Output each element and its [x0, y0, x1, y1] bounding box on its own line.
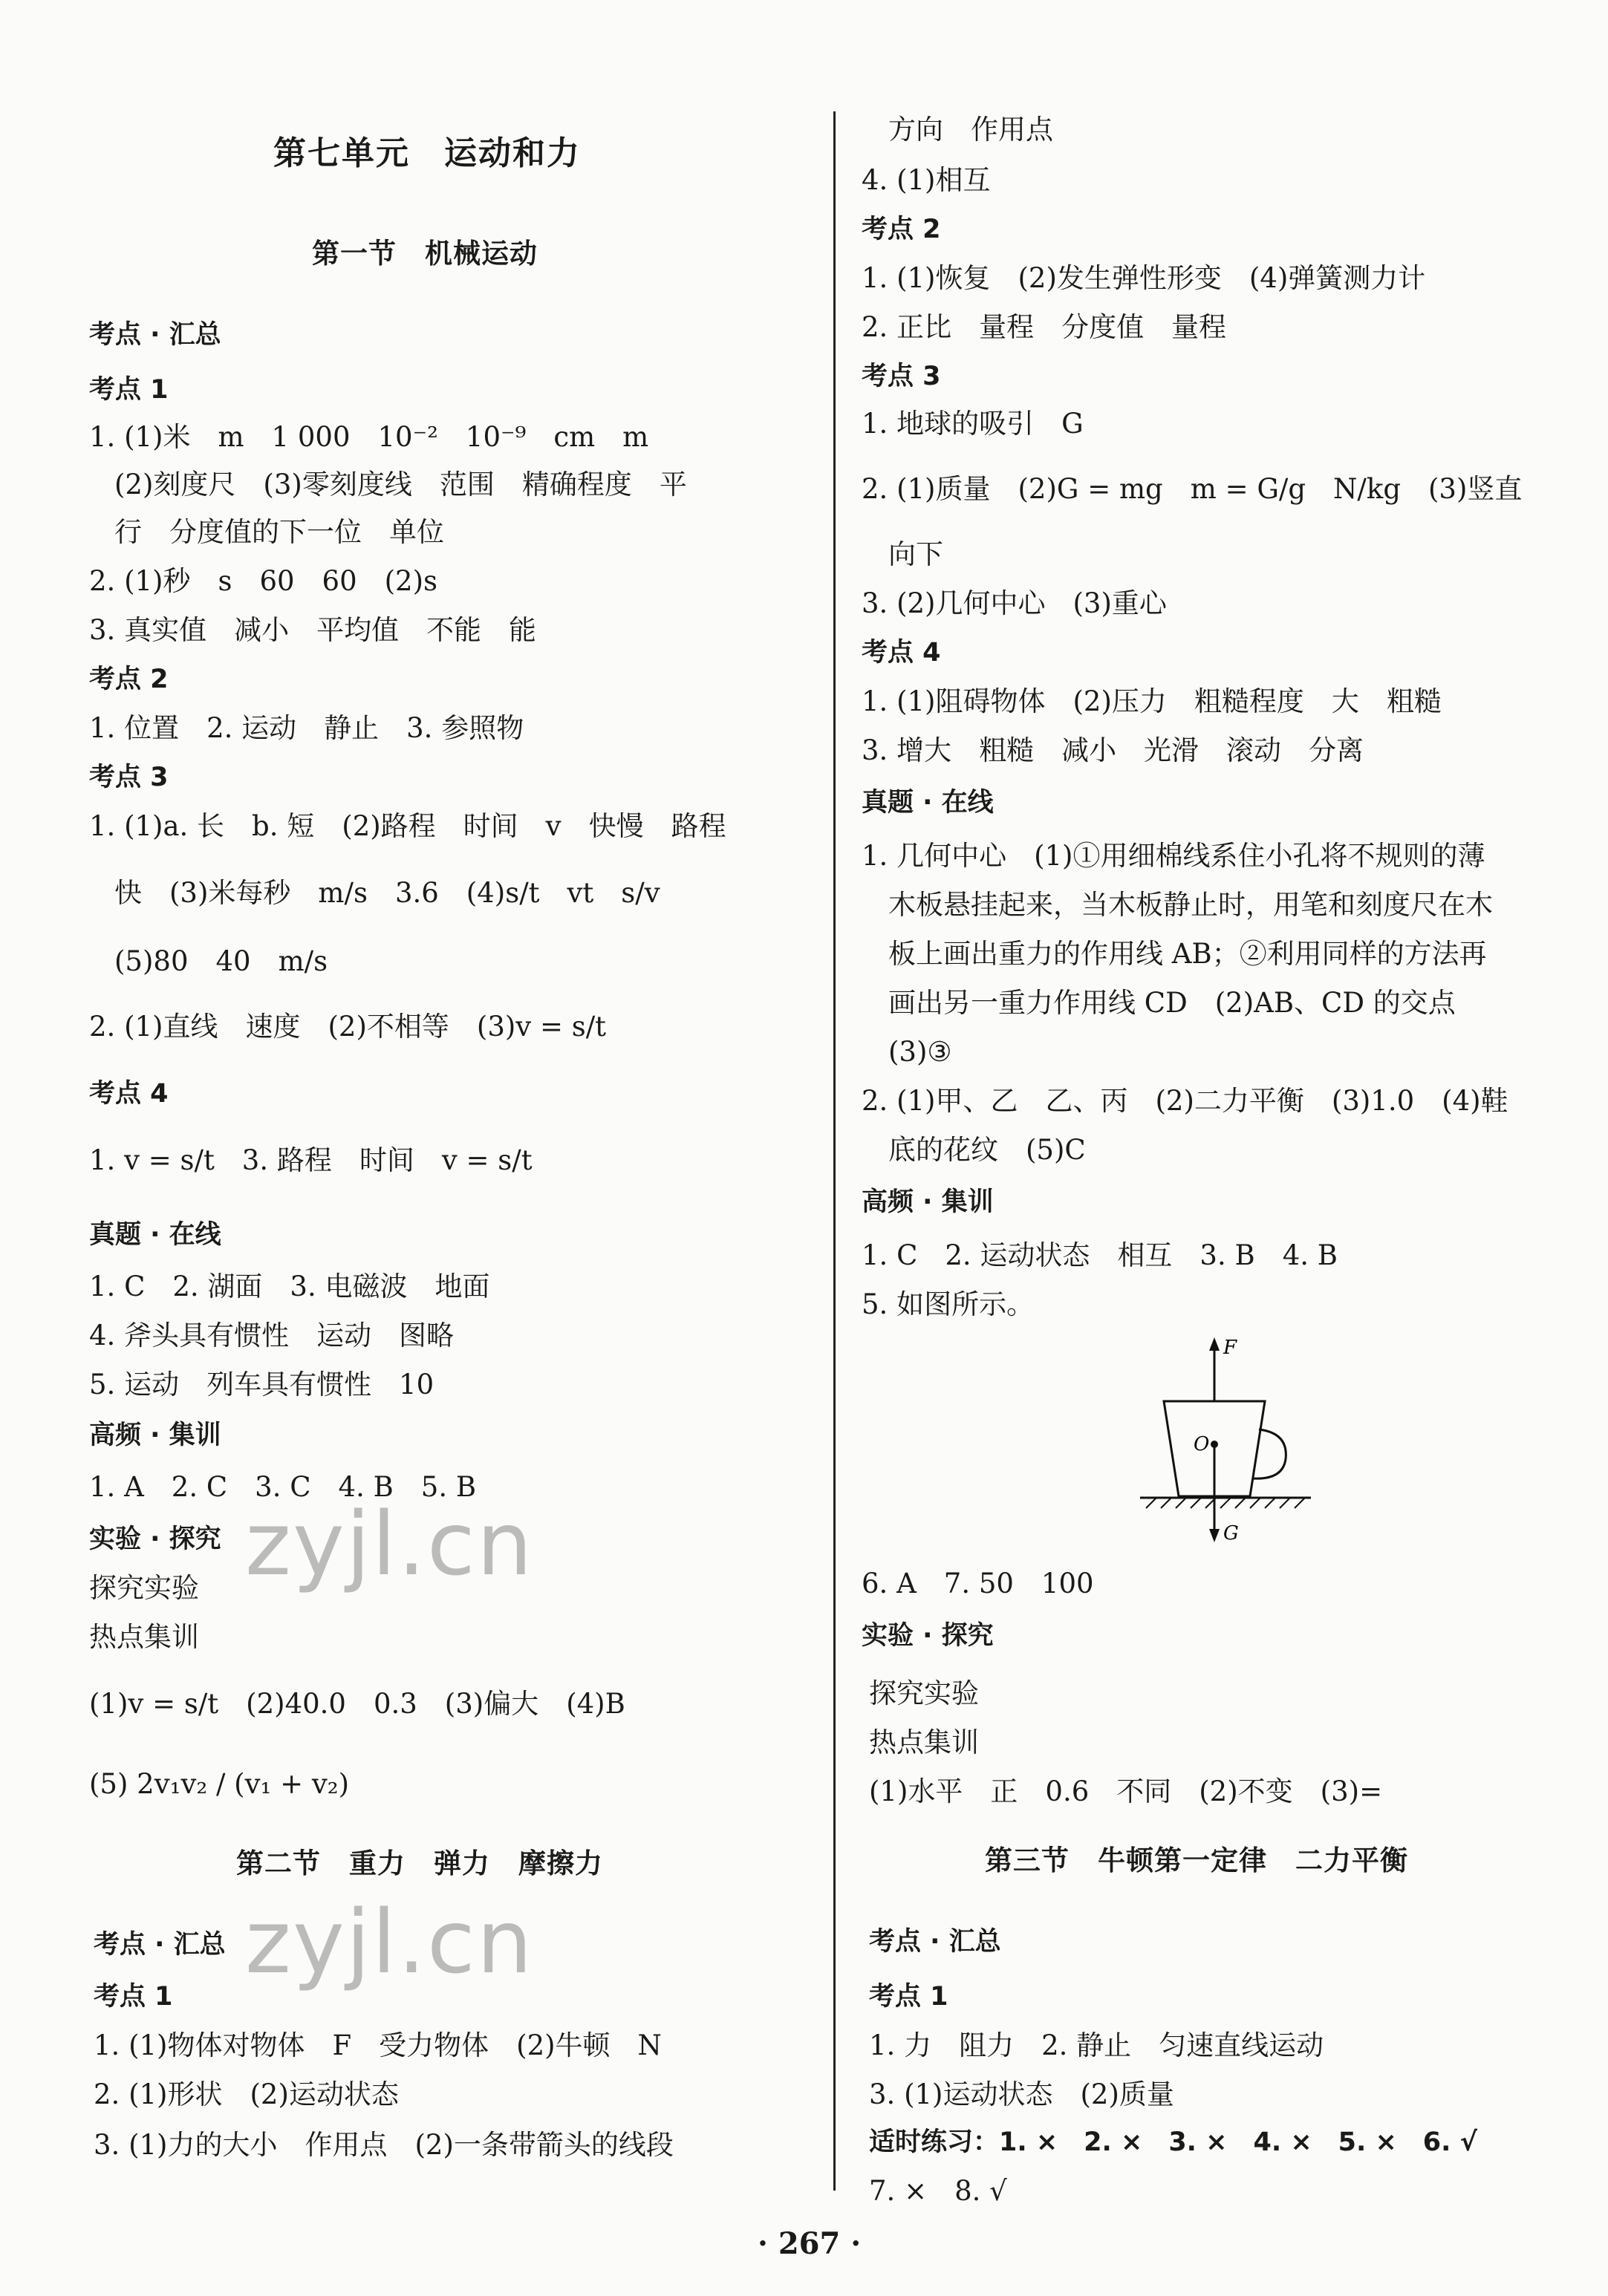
answer-line: 2. (1)秒 s 60 60 (2)s	[89, 565, 438, 597]
section-title: 第一节 机械运动	[312, 237, 538, 270]
answer-line: (3)③	[888, 1036, 952, 1068]
answer-line: 3. (1)运动状态 (2)质量	[869, 2078, 1174, 2110]
answer-line: 热点集训	[869, 1726, 979, 1758]
answer-line: (2)刻度尺 (3)零刻度线 范围 精确程度 平	[114, 469, 687, 500]
answer-line: 3. 真实值 减小 平均值 不能 能	[89, 614, 537, 646]
answer-line: 向下	[888, 538, 943, 570]
answer-line: 2. (1)直线 速度 (2)不相等 (3)v = s/t	[89, 1011, 607, 1043]
answer-line: 适时练习：1. × 2. × 3. × 4. × 5. × 6. √	[869, 2127, 1477, 2157]
answer-line: (5) 2v₁v₂ / (v₁ + v₂)	[89, 1768, 350, 1800]
answer-line: 板上画出重力的作用线 AB；②利用同样的方法再	[888, 938, 1487, 970]
answer-line: 1. (1)恢复 (2)发生弹性形变 (4)弹簧测力计	[862, 262, 1426, 294]
answer-line: 木板悬挂起来，当木板静止时，用笔和刻度尺在木	[888, 889, 1493, 921]
answer-line: 4. 斧头具有惯性 运动 图略	[89, 1320, 455, 1351]
heading: 考点 3	[862, 362, 941, 391]
answer-line: 3. (2)几何中心 (3)重心	[862, 587, 1167, 619]
answer-line: 画出另一重力作用线 CD (2)AB、CD 的交点	[888, 987, 1456, 1019]
heading: 考点 3	[89, 763, 169, 792]
heading: 真题 · 在线	[89, 1220, 221, 1250]
answer-line: 3. (1)力的大小 作用点 (2)一条带箭头的线段	[94, 2129, 674, 2161]
column-divider	[833, 111, 836, 2191]
answer-line: 1. A 2. C 3. C 4. B 5. B	[89, 1471, 477, 1503]
answer-line: 热点集训	[89, 1621, 199, 1653]
answer-line: 2. (1)形状 (2)运动状态	[94, 2078, 399, 2110]
heading: 高频 · 集训	[862, 1187, 994, 1217]
force-diagram	[1140, 1333, 1333, 1556]
answer-line: 探究实验	[869, 1677, 979, 1709]
answer-line: 1. (1)a. 长 b. 短 (2)路程 时间 v 快慢 路程	[89, 810, 726, 842]
answer-line: 1. (1)米 m 1 000 10⁻² 10⁻⁹ cm m	[89, 421, 649, 453]
answer-line: (5)80 40 m/s	[114, 945, 328, 977]
answer-line: 1. v = s/t 3. 路程 时间 v = s/t	[89, 1144, 533, 1176]
watermark: zyjl.cn	[245, 1891, 534, 1993]
answer-line: 5. 运动 列车具有惯性 10	[89, 1369, 434, 1400]
page-number: · 267 ·	[758, 2226, 862, 2261]
heading: 真题 · 在线	[862, 788, 994, 818]
heading: 考点 · 汇总	[94, 1930, 226, 1960]
answer-line: 1. (1)阻碍物体 (2)压力 粗糙程度 大 粗糙	[862, 685, 1442, 717]
answer-line: 方向 作用点	[888, 114, 1053, 146]
answer-line: 6. A 7. 50 100	[862, 1568, 1094, 1599]
answer-line: 1. 地球的吸引 G	[862, 408, 1084, 440]
heading: 实验 · 探究	[862, 1621, 994, 1651]
answer-line: 5. 如图所示。	[862, 1288, 1035, 1320]
heading: 考点 4	[89, 1079, 169, 1109]
answer-line: 3. 增大 粗糙 减小 光滑 滚动 分离	[862, 734, 1364, 766]
arrow-down-icon	[1209, 1529, 1220, 1542]
answer-line: 探究实验	[89, 1572, 199, 1604]
answer-line: 1. 位置 2. 运动 静止 3. 参照物	[89, 712, 524, 744]
heading: 考点 2	[862, 215, 941, 244]
answer-line: 快 (3)米每秒 m/s 3.6 (4)s/t vt s/v	[114, 877, 660, 909]
heading: 考点 1	[89, 375, 169, 405]
section-title: 第二节 重力 弹力 摩擦力	[236, 1847, 603, 1879]
answer-line: 1. 力 阻力 2. 静止 匀速直线运动	[869, 2029, 1324, 2061]
ground-hatching	[1146, 1498, 1305, 1508]
answer-line: (1)v = s/t (2)40.0 0.3 (3)偏大 (4)B	[89, 1688, 625, 1720]
unit-title: 第七单元 运动和力	[273, 134, 581, 172]
answer-line: 1. (1)物体对物体 F 受力物体 (2)牛顿 N	[94, 2029, 662, 2061]
arrow-up-icon	[1209, 1337, 1220, 1351]
heading: 考点 2	[89, 665, 169, 694]
answer-line: 2. (1)质量 (2)G = mg m = G/g N/kg (3)竖直	[862, 473, 1523, 505]
answer-line: 1. 几何中心 (1)①用细棉线系住小孔将不规则的薄	[862, 840, 1485, 872]
section-title: 第三节 牛顿第一定律 二力平衡	[985, 1844, 1408, 1876]
heading: 考点 1	[869, 1982, 948, 2012]
answer-line: 2. (1)甲、乙 乙、丙 (2)二力平衡 (3)1.0 (4)鞋	[862, 1085, 1508, 1117]
answer-line: 1. C 2. 运动状态 相互 3. B 4. B	[862, 1239, 1338, 1271]
answer-line: 2. 正比 量程 分度值 量程	[862, 311, 1227, 343]
force-down-label: G	[1223, 1522, 1239, 1545]
heading: 考点 1	[94, 1982, 173, 2012]
answer-line: 1. C 2. 湖面 3. 电磁波 地面	[89, 1271, 490, 1302]
answer-line: (1)水平 正 0.6 不同 (2)不变 (3)=	[869, 1775, 1383, 1807]
answer-line: 底的花纹 (5)C	[888, 1134, 1086, 1166]
heading: 考点 4	[862, 638, 941, 668]
heading: 考点 · 汇总	[89, 320, 221, 350]
heading: 高频 · 集训	[89, 1421, 221, 1450]
cup-handle	[1253, 1429, 1286, 1478]
answer-line: 7. × 8. √	[869, 2175, 1007, 2207]
force-up-label: F	[1223, 1337, 1237, 1359]
heading: 考点 · 汇总	[869, 1927, 1001, 1957]
heading: 实验 · 探究	[89, 1524, 221, 1554]
watermark: zyjl.cn	[245, 1493, 534, 1595]
center-label: O	[1194, 1433, 1210, 1455]
answer-line: 行 分度值的下一位 单位	[114, 516, 444, 548]
answer-line: 4. (1)相互	[862, 164, 991, 196]
